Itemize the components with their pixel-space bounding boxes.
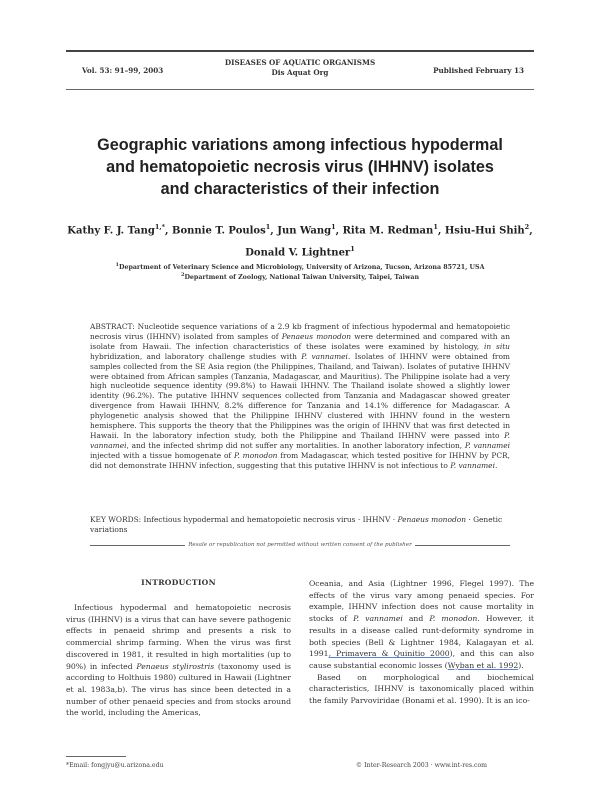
- journal-abbrev: Dis Aquat Org: [271, 68, 329, 77]
- species-name: P. monodon: [233, 450, 278, 460]
- abstract-text: . Isolates of IHHNV were obtained from samples collected from the SE Asia region (the Philippines, Thailand, and Taiwan). Isolates of putative IHHNV were obtained from African samples (Tanzania, Madagascar, and Mauritius). The Philippine isolate had a very high nucleotide sequence identity (99.8%) to Hawaii IHHNV. The Thailand isolate showed a slightly lower identity (96.2%). The putative IHHNV sequences collected from Tanzania and Madagascar showed greater divergence from Hawaii IHHNV, 8.2% difference for Tanzania and 14.1% difference for Madagascar. A phylogenetic analysis showed that the Philippine IHHNV clustered with IHHNV found in the western hemisphere. This supports the theory that the Philippines was the origin of IHHNV that was first detected in Hawaii. In the laboratory infection study, both the Philippine and Thailand IHHNV were passed into: [90, 351, 510, 440]
- species-name: P. vannamei: [464, 440, 510, 450]
- title-line-2: and hematopoietic necrosis virus (IHHNV) isolates: [106, 158, 494, 176]
- volume-info: Vol. 53: 91–99, 2003: [82, 66, 164, 75]
- paper-title: [40, 134, 560, 200]
- species-name: Penaeus monodon: [281, 331, 352, 341]
- abstract-text: Nucleotide sequence variations of a 2.9 kb fragment of infectious hypodermal and hematopoietic necrosis virus (IHHNV) isolated from samples of: [90, 322, 510, 341]
- citation-link[interactable]: , Primavera & Quinitio 2000: [328, 649, 450, 659]
- abstract-label: ABSTRACT:: [90, 322, 135, 331]
- title-line-1: Geographic variations among infectious hypodermal: [97, 136, 503, 154]
- author-name: Hsiu-Hui Shih: [444, 225, 525, 237]
- affiliation-text: Department of Zoology, National Taiwan University, Taipei, Taiwan: [184, 274, 420, 282]
- body-text: ).: [518, 660, 524, 670]
- author-affil-sup: 1: [331, 223, 336, 231]
- author-affil-sup: 1: [350, 245, 355, 254]
- body-text: (taxonomy used is according to Holthuis 1980) cultured in Hawaii (Lightner et al. 1983a,b). The virus has since been detected in a number of other penaeid species and from stocks around the world, including the Americas,: [66, 661, 292, 718]
- affiliation-1: [60, 262, 540, 271]
- species-name: P. vannamei: [450, 460, 495, 470]
- species-name: P. monodon: [429, 614, 478, 624]
- body-text: . However, it results in a disease called runt-deformity syndrome in both species (Bell & Lightner 1984, Kalagayan et al. 1991: [309, 614, 535, 659]
- affiliation-number: 2: [180, 272, 185, 278]
- author-name: Rita M. Redman: [342, 225, 434, 237]
- copyright-notice: © Inter-Research 2003 · www.int-res.com: [355, 762, 488, 769]
- body-text: Oceania, and Asia (Lightner 1996, Flegel 1997). The effects of the virus vary among penaeid species. For example, IHHNV infection does not cause mortality in stocks of: [309, 579, 534, 624]
- keywords-text: · Genetic variations: [90, 515, 503, 534]
- author-name: Bonnie T. Poulos: [172, 225, 266, 237]
- body-text: ), and this can also cause substantial economic losses (: [309, 649, 534, 670]
- species-name: P. vannamei: [301, 351, 348, 361]
- species-name: P. vannamei: [90, 430, 510, 450]
- affiliation-number: 1: [115, 262, 119, 268]
- species-name: Penaeus stylirostris: [136, 661, 215, 671]
- notice-text: Resale or republication not permitted without written consent of the publisher: [185, 542, 415, 548]
- italic-term: in situ: [483, 341, 510, 351]
- author-affil-sup: 1,*: [154, 223, 166, 231]
- abstract-text: .: [494, 460, 498, 470]
- species-name: Penaeus monodon: [397, 515, 466, 524]
- citation-link[interactable]: Wyban et al. 1992: [447, 660, 519, 670]
- left-column: [66, 602, 291, 719]
- keywords: [90, 515, 510, 535]
- republication-notice: [90, 542, 510, 548]
- author-affil-sup: 1: [265, 223, 271, 231]
- journal-name: DISEASES OF AQUATIC ORGANISMS: [224, 58, 376, 67]
- abstract-text: from Madagascar, which tested positive for IHHNV by PCR, did not demonstrate IHHNV infection, suggesting that this putative IHHNV is not infectious to: [90, 450, 510, 470]
- title-line-3: and characteristics of their infection: [160, 180, 440, 198]
- author-affil-sup: 2: [524, 223, 530, 231]
- keywords-text: Infectious hypodermal and hematopoietic necrosis virus · IHHNV ·: [141, 515, 398, 524]
- body-text: and: [402, 614, 430, 624]
- right-column: [309, 578, 534, 707]
- publication-date: Published February 13: [433, 66, 524, 75]
- footnote-divider: [66, 756, 126, 757]
- author-affil-sup: 1: [433, 223, 438, 231]
- section-heading-introduction: INTRODUCTION: [141, 578, 216, 587]
- abstract-text: hybridization, and laboratory challenge studies with: [90, 351, 302, 361]
- intro-paragraph-3: Based on morphological and biochemical characteristics, IHHNV is taxonomically placed within the family Parvoviridae (Bonami et al. 1990). It is an ico-: [309, 672, 534, 706]
- intro-paragraph-2: [309, 578, 534, 672]
- abstract-text: , and the infected shrimp did not suffer any mortalities. In another laboratory infection,: [126, 440, 465, 450]
- abstract: [90, 322, 510, 471]
- corresponding-email: *Email: fongjyu@u.arizona.edu: [66, 762, 164, 769]
- keywords-label: KEY WORDS:: [90, 515, 142, 524]
- affiliation-2: [60, 272, 540, 281]
- author-name: Jun Wang: [277, 225, 332, 237]
- affiliation-text: Department of Veterinary Science and Microbiology, University of Arizona, Tucson, Arizona 85721, USA: [118, 264, 485, 272]
- abstract-text: injected with a tissue homogenate of: [90, 450, 234, 460]
- intro-paragraph-1: [66, 602, 291, 719]
- author-name: Kathy F. J. Tang: [67, 225, 155, 237]
- author-name: Donald V. Lightner: [245, 247, 351, 259]
- abstract-text: were determined and compared with an isolate from Hawaii. The infection characteristics of these isolates were examined by histology,: [90, 331, 510, 351]
- body-text: Infectious hypodermal and hematopoietic necrosis virus (IHHNV) is a virus that can have severe pathogenic effects in penaeid shrimp and presents a risk to commercial shrimp farming. When the virus was first discovered in 1981, it resulted in high mortalities (up to 90%) in infected: [66, 603, 291, 671]
- species-name: P. vannamei: [353, 614, 403, 624]
- author-list: Kathy F. J. Tang$^{1,*}$, Bonnie T. Poulos$^1$, Jun Wang$^1$, Rita M. Redman$^1$, Hsiu-Hui Shih$^2$, Donald V. Lightner$^1$: [67, 223, 533, 259]
